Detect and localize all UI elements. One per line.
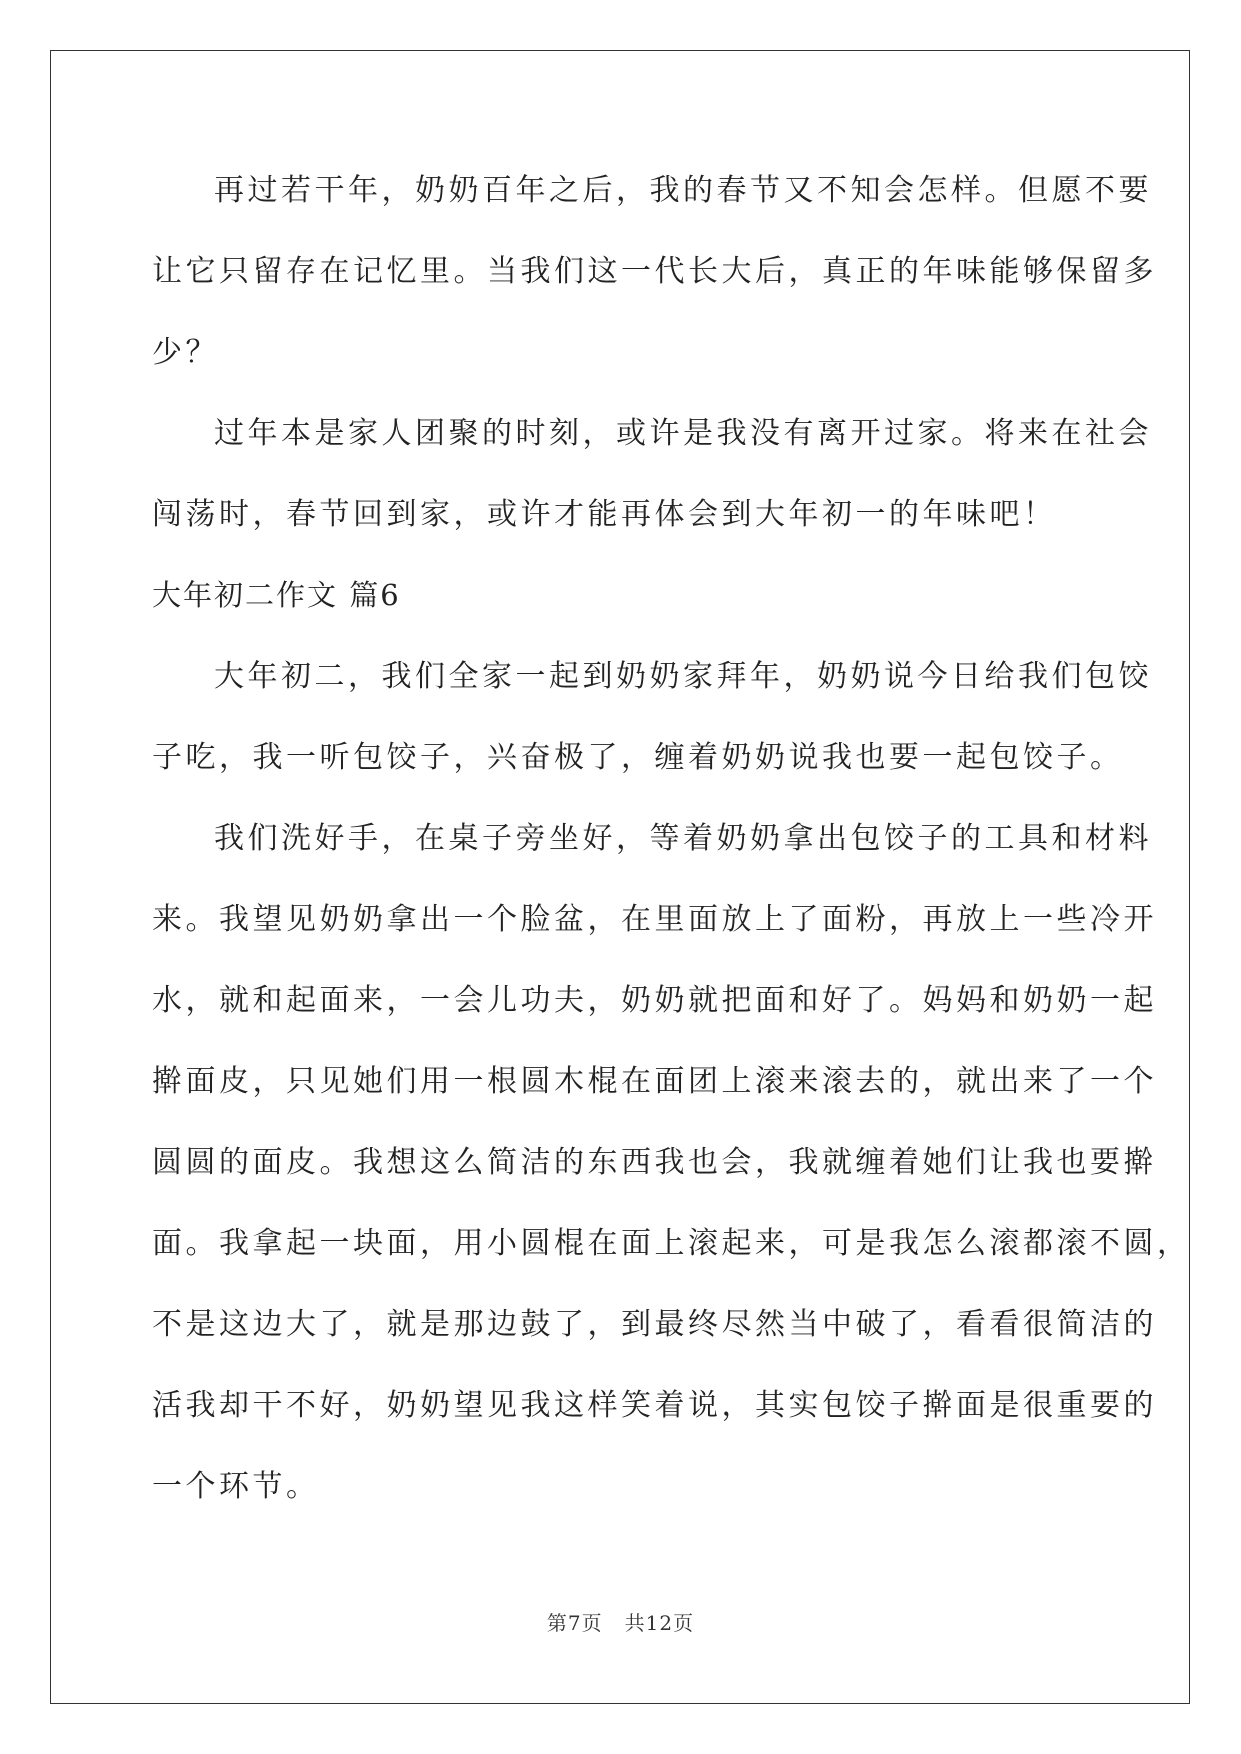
paragraph [152,798,1191,1527]
text-line: 水，就和起面来，一会儿功夫，奶奶就把面和好了。妈妈和奶奶一起 [152,983,1157,1018]
text-line: 活我却干不好，奶奶望见我这样笑着说，其实包饺子擀面是很重要的 [152,1388,1157,1423]
text-line: 擀面皮，只见她们用一根圆木棍在面团上滚来滚去的，就出来了一个 [152,1064,1157,1099]
text-line: 大年初二，我们全家一起到奶奶家拜年，奶奶说今日给我们包饺 [214,659,1152,694]
section-heading: 大年初二作文 篇6 [152,578,401,612]
paragraph [152,150,1157,393]
text-line: 不是这边大了，就是那边鼓了，到最终尽然当中破了，看看很简洁的 [152,1307,1157,1342]
text-line: 闯荡时，春节回到家，或许才能再体会到大年初一的年味吧！ [152,497,1057,532]
paragraph [152,636,1152,798]
text-line: 让它只留存在记忆里。当我们这一代长大后，真正的年味能够保留多 [152,254,1157,289]
text-line: 一个环节。 [152,1469,320,1504]
page-footer [0,1607,1241,1636]
page-number: 第7页 [546,1611,603,1635]
text-line: 我们洗好手，在桌子旁坐好，等着奶奶拿出包饺子的工具和材料 [214,821,1152,856]
text-line: 少？ [152,335,219,370]
document-body [152,150,1191,1527]
text-line: 过年本是家人团聚的时刻，或许是我没有离开过家。将来在社会 [214,416,1152,451]
text-line: 面。我拿起一块面，用小圆棍在面上滚起来，可是我怎么滚都滚不圆， [152,1226,1191,1261]
text-line: 子吃，我一听包饺子，兴奋极了，缠着奶奶说我也要一起包饺子。 [152,740,1124,775]
text-line: 再过若干年，奶奶百年之后，我的春节又不知会怎样。但愿不要 [214,173,1152,208]
paragraph [152,393,1152,555]
text-line: 来。我望见奶奶拿出一个脸盆，在里面放上了面粉，再放上一些冷开 [152,902,1157,937]
page-total: 共12页 [624,1611,695,1635]
text-line: 圆圆的面皮。我想这么简洁的东西我也会，我就缠着她们让我也要擀 [152,1145,1157,1180]
